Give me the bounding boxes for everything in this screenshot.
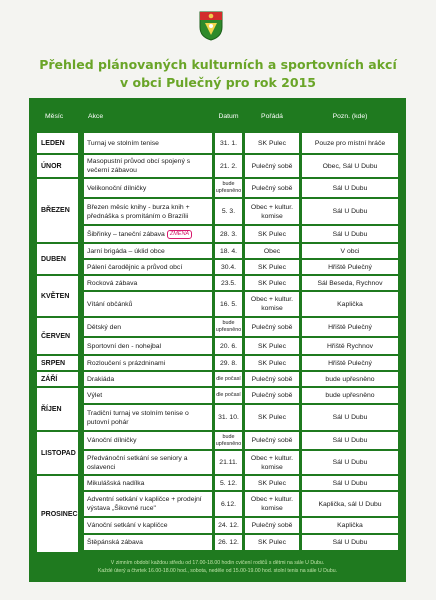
event-akce: Mikulášská nadílka [84, 476, 212, 490]
event-pozn: Pouze pro místní hráče [302, 133, 398, 153]
event-datum: 18. 4. [215, 244, 242, 258]
event-pozn: Hřiště Pulečný [302, 260, 398, 274]
event-datum: 26. 12. [215, 535, 242, 550]
event-akce-sibrinky [84, 226, 212, 242]
event-akce: Adventní setkání v kapličce + prodejní výstava „Šikovné ruce" [84, 492, 212, 516]
header-mesic: Měsíc [45, 113, 64, 120]
event-porada: SK Pulec [245, 226, 299, 242]
event-porada: SK Pulec [245, 276, 299, 290]
event-pozn: Obec, Sál U Dubu [302, 155, 398, 177]
event-datum: 30.4. [215, 260, 242, 274]
event-porada: Obec + kultur. komise [245, 492, 299, 516]
event-akce: Jarní brigáda – úklid obce [84, 244, 212, 258]
event-datum: 16. 5. [215, 292, 242, 316]
month-duben: DUBEN [37, 244, 78, 274]
event-pozn: Sál Beseda, Rychnov [302, 276, 398, 290]
event-akce: Výlet [84, 388, 212, 403]
event-pozn: Hřiště Pulečný [302, 356, 398, 370]
event-pozn: Hřiště Rychnov [302, 338, 398, 354]
event-datum: 31. 1. [215, 133, 242, 153]
event-akce: Masopustní průvod obcí spojený s večerní zábavou [84, 155, 212, 177]
event-pozn: Sál U Dubu [302, 226, 398, 242]
month-leden: LEDEN [37, 133, 78, 153]
event-porada: Obec + kultur. komise [245, 292, 299, 316]
event-akce: Předvánoční setkání se seniory a oslavenci [84, 451, 212, 474]
header-akce: Akce [88, 113, 104, 120]
event-datum: 5. 12. [215, 476, 242, 490]
village-crest-icon [199, 11, 223, 41]
event-datum: bude upřesněno [215, 432, 242, 449]
event-datum: 20. 6. [215, 338, 242, 354]
event-datum: 5. 3. [215, 199, 242, 224]
event-datum: bude upřesněno [215, 318, 242, 336]
event-datum: 23.5. [215, 276, 242, 290]
event-pozn: Sál U Dubu [302, 199, 398, 224]
event-pozn: Kaplička [302, 518, 398, 533]
event-akce: Tradiční turnaj ve stolním tenise o putovní pohár [84, 405, 212, 430]
event-porada: Obec [245, 244, 299, 258]
event-porada: Pulečný sobě [245, 372, 299, 386]
month-prosinec: PROSINEC [37, 476, 78, 552]
event-datum: 24. 12. [215, 518, 242, 533]
event-akce: Vítání občánků [84, 292, 212, 316]
header-datum: Datum [218, 113, 239, 120]
event-akce-text: Šibřinky – taneční zábava [87, 230, 165, 238]
event-pozn: Sál U Dubu [302, 405, 398, 430]
page-subtitle: v obci Pulečný pro rok 2015 [120, 75, 316, 90]
event-porada: Obec + kultur. komise [245, 199, 299, 224]
event-porada: Pulečný sobě [245, 518, 299, 533]
month-cerven: ČERVEN [37, 318, 78, 354]
event-akce: Štěpánská zábava [84, 535, 212, 550]
event-porada: SK Pulec [245, 405, 299, 430]
event-pozn: Sál U Dubu [302, 179, 398, 197]
event-porada: Pulečný sobě [245, 179, 299, 197]
event-datum: bude upřesněno [215, 179, 242, 197]
header-porada: Pořádá [261, 113, 283, 120]
event-pozn: Sál U Dubu [302, 432, 398, 449]
event-porada: SK Pulec [245, 535, 299, 550]
event-datum: dle počasí [215, 372, 242, 386]
event-akce: Pálení čarodějnic a průvod obcí [84, 260, 212, 274]
month-kveten: KVĚTEN [37, 276, 78, 316]
event-porada: SK Pulec [245, 260, 299, 274]
event-akce: Drakiáda [84, 372, 212, 386]
month-listopad: LISTOPAD [37, 432, 78, 474]
event-pozn: Sál U Dubu [302, 535, 398, 550]
month-zari: ZÁŘÍ [37, 372, 78, 386]
event-pozn: Sál U Dubu [302, 451, 398, 474]
event-akce: Sportovní den - nohejbal [84, 338, 212, 354]
event-porada: Obec + kultur. komise [245, 451, 299, 474]
month-unor: ÚNOR [37, 155, 78, 177]
page-title: Přehled plánovaných kulturních a sportovních akcí [39, 57, 397, 72]
event-akce: Turnaj ve stolním tenise [84, 133, 212, 153]
event-pozn: Kaplička, sál U Dubu [302, 492, 398, 516]
footer-note-2: Každé úterý a čtvrtek 16.00-18.00 hod., sobota, neděle od 15.00-19.00 hod. stolní tenis na sále U Dubu. [97, 568, 338, 574]
event-pozn: bude upřesněno [302, 372, 398, 386]
event-datum: 21.11. [215, 451, 242, 474]
event-porada: Pulečný sobě [245, 155, 299, 177]
event-porada: Pulečný sobě [245, 388, 299, 403]
event-porada: SK Pulec [245, 133, 299, 153]
event-akce: Rozloučení s prázdninami [84, 356, 212, 370]
event-akce: Rocková zábava [84, 276, 212, 290]
month-brezen: BŘEZEN [37, 179, 78, 242]
event-porada: SK Pulec [245, 338, 299, 354]
event-pozn: bude upřesněno [302, 388, 398, 403]
event-datum: dle počasí [215, 388, 242, 403]
event-datum: 28. 3. [215, 226, 242, 242]
event-pozn: V obci [302, 244, 398, 258]
event-porada: Pulečný sobě [245, 318, 299, 336]
event-pozn: Sál U Dubu [302, 476, 398, 490]
event-akce: Březen měsíc knihy - burza knih + přednáška s promítáním o Brazílii [84, 199, 212, 224]
event-datum: 31. 10. [215, 405, 242, 430]
footer-note-1: V zimním období každou středu od 17.00-18.00 hodin cvičení rodičů s dětmi na sále U Dubu. [110, 560, 325, 566]
event-datum: 6.12. [215, 492, 242, 516]
event-pozn: Kaplička [302, 292, 398, 316]
event-porada: SK Pulec [245, 476, 299, 490]
event-pozn: Hřiště Pulečný [302, 318, 398, 336]
event-datum: 21. 2. [215, 155, 242, 177]
event-datum: 29. 8. [215, 356, 242, 370]
event-akce: Dětský den [84, 318, 212, 336]
month-srpen: SRPEN [37, 356, 78, 370]
event-porada: SK Pulec [245, 356, 299, 370]
month-rijen: ŘÍJEN [37, 388, 78, 430]
event-akce: Vánoční setkání v kapličce [84, 518, 212, 533]
header-pozn: Pozn. (kde) [332, 113, 368, 120]
event-akce: Velikonoční dílničky [84, 179, 212, 197]
zmena-note: ZMĚNA [167, 230, 192, 239]
event-akce: Vánoční dílničky [84, 432, 212, 449]
event-porada: Pulečný sobě [245, 432, 299, 449]
